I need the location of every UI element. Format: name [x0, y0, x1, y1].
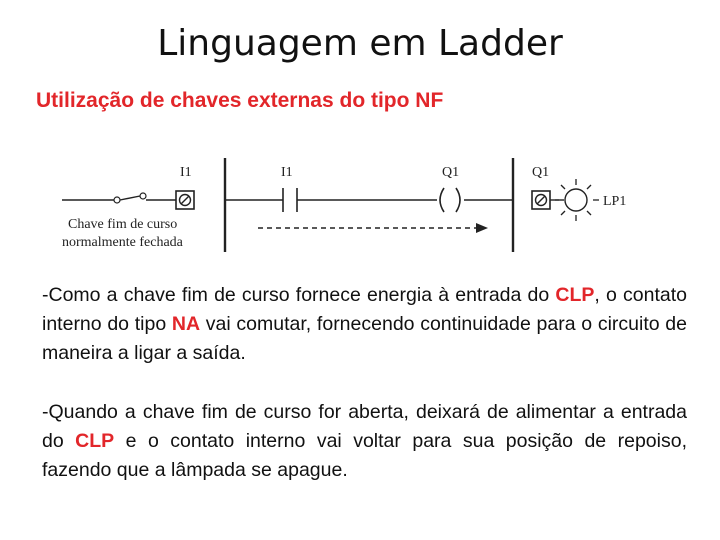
coil-label: Q1	[442, 165, 460, 180]
paragraph-2: -Quando a chave fim de curso for aberta, deixará de alimentar a entrada do CLP e o contato interno vai voltar para sua posição de repoiso, fazendo que a lâmpada se apague.	[42, 401, 688, 481]
switch-pivot	[114, 197, 120, 203]
ladder-diagram	[36, 150, 686, 260]
slide-title: Linguagem em Ladder	[157, 23, 563, 64]
switch-blade	[120, 196, 140, 200]
input-label: I1	[180, 165, 192, 180]
section-subtitle: Utilização de chaves externas do tipo NF	[36, 89, 444, 112]
clp-highlight-2: CLP	[75, 430, 115, 452]
switch-contact	[140, 193, 146, 199]
signal-arrowhead	[476, 223, 488, 233]
lamp-label: LP1	[603, 194, 627, 209]
switch-caption-2: normalmente fechada	[62, 235, 183, 250]
contact-label: I1	[281, 165, 293, 180]
paragraph-1: -Como a chave fim de curso fornece energia à entrada do CLP, o contato interno do tipo NA vai comutar, fornecendo continuidade para o circuito de maneira a ligar a saída.	[42, 284, 687, 364]
switch-caption-1: Chave fim de curso	[68, 217, 178, 232]
clp-highlight: CLP	[555, 284, 595, 306]
lamp-icon	[565, 189, 587, 211]
output-label: Q1	[532, 165, 550, 180]
coil-right-arc	[456, 188, 460, 212]
coil-left-arc	[440, 188, 444, 212]
na-highlight: NA	[171, 313, 201, 335]
